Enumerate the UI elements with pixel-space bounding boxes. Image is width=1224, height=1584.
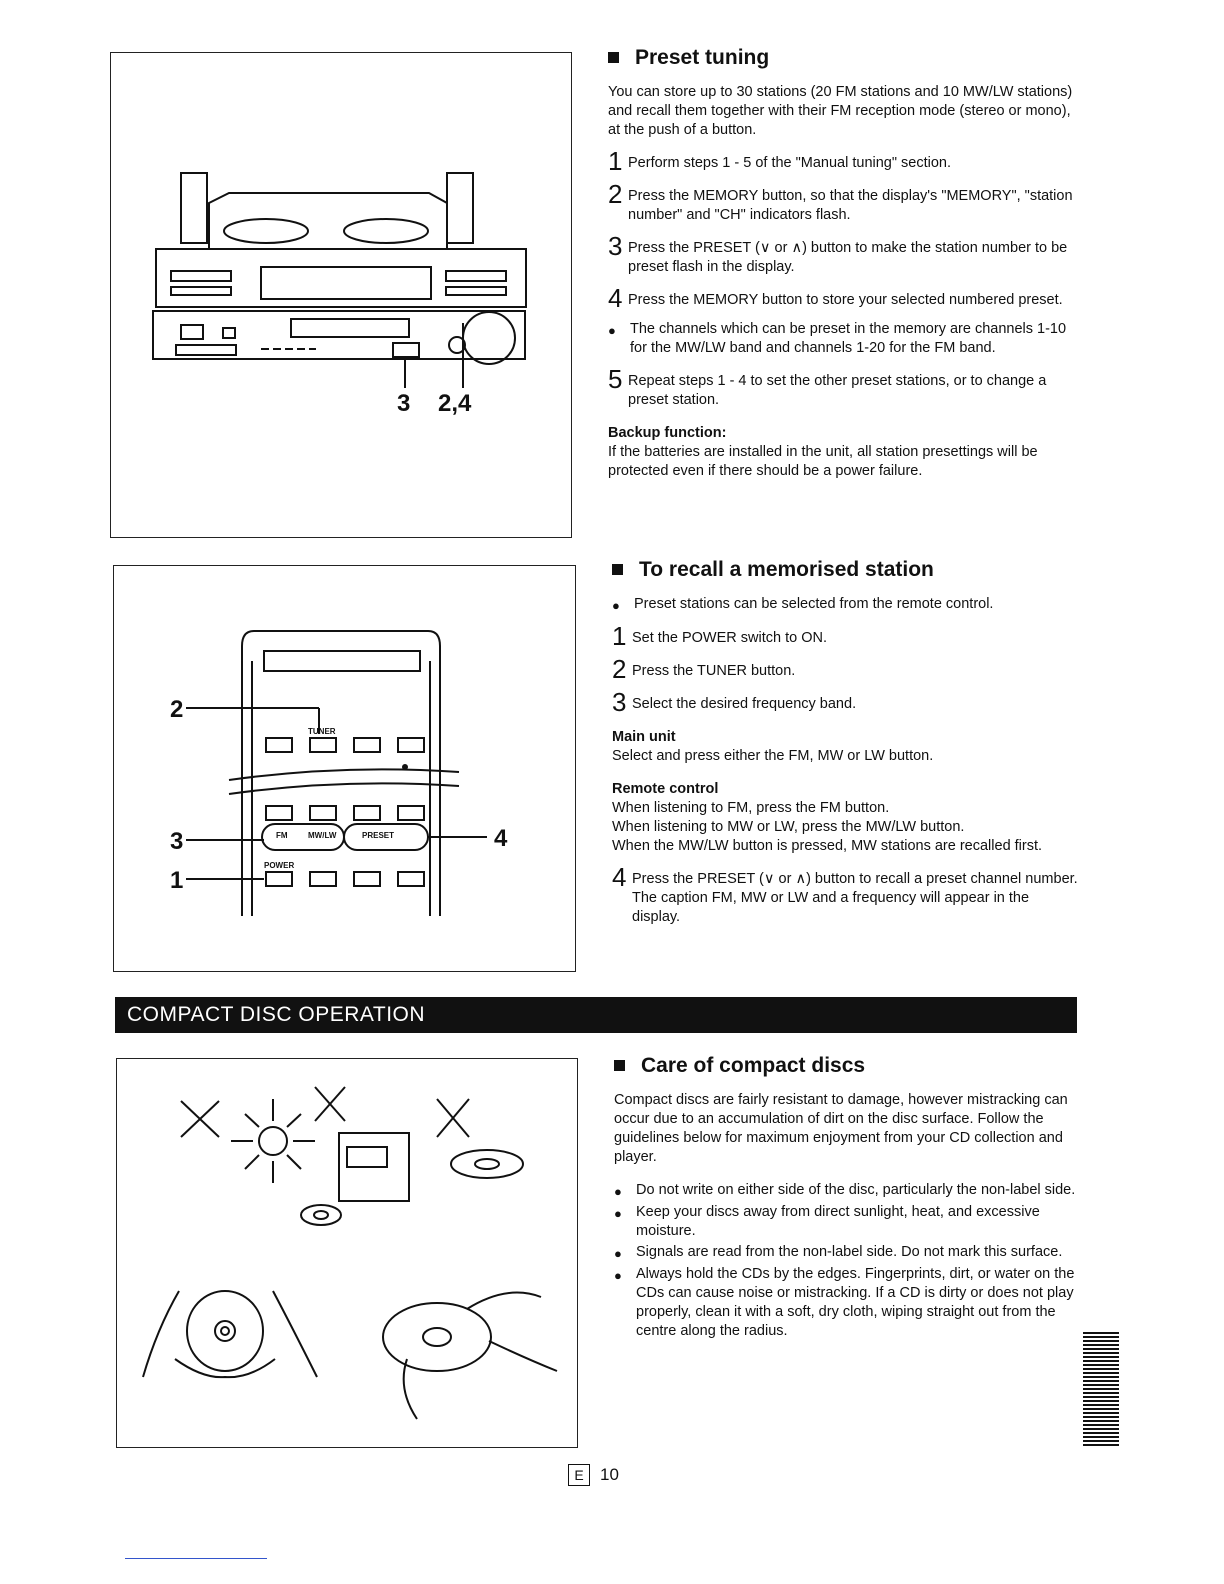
preset-tuning-section (608, 48, 1080, 481)
page-number: 10 (600, 1465, 619, 1484)
recall-section (612, 560, 1080, 927)
preset-step: 2 Press the MEMORY button, so that the display's "MEMORY", "station number" and "CH" indicators flash. (608, 179, 1073, 223)
callout-1: 1 (170, 867, 184, 894)
preset-note: ● The channels which can be preset in the memory are channels 1-10 for the MW/LW band and channels 1-20 for the FM band. (608, 321, 1067, 356)
label-preset: PRESET (362, 831, 395, 840)
label-power: POWER (264, 861, 295, 870)
recall-step: 3 Select the desired frequency band. (612, 687, 857, 717)
care-bullet: ● Keep your discs away from direct sunlight, heat, and excessive moisture. (614, 1204, 1040, 1239)
recall-heading: To recall a memorised station (612, 560, 1080, 579)
section-banner (115, 997, 1077, 1033)
preset-step: 1 Perform steps 1 - 5 of the "Manual tuning" section. (608, 146, 952, 176)
stereo-unit-illustration (111, 53, 572, 538)
preset-tuning-intro: You can store up to 30 stations (20 FM stations and 10 MW/LW stations) and recall them together with their FM reception mode (stereo or mono), at the push of a button. (608, 84, 1073, 138)
label-mwlw: MW/LW (308, 831, 337, 840)
disc-care-figure (116, 1058, 578, 1448)
page-footer (568, 1464, 619, 1486)
main-unit-title: Main unit (612, 729, 676, 745)
callout-3: 3 (397, 390, 411, 417)
remote-line: When listening to FM, press the FM button. (612, 800, 890, 816)
bullet-icon: ● (614, 1268, 622, 1283)
banner-title: COMPACT DISC OPERATION (127, 1003, 426, 1026)
callout-2: 2 (170, 696, 184, 723)
remote-control-illustration (114, 566, 576, 972)
heading-square-icon (614, 1060, 625, 1071)
remote-line: When listening to MW or LW, press the MW/LW button. (612, 819, 965, 835)
heading-square-icon (612, 564, 623, 575)
stereo-unit-figure (110, 52, 572, 538)
heading-square-icon (608, 52, 619, 63)
bullet-icon: ● (614, 1206, 622, 1221)
preset-step: 5 Repeat steps 1 - 4 to set the other preset stations, or to change a preset station. (608, 364, 1047, 408)
preset-tuning-heading: Preset tuning (608, 48, 1080, 67)
callout-3: 3 (170, 828, 184, 855)
care-section (614, 1056, 1080, 1341)
bullet-icon: ● (612, 598, 620, 613)
remote-title: Remote control (612, 781, 719, 797)
recall-step: 2 Press the TUNER button. (612, 654, 796, 684)
preset-step: 4 Press the MEMORY button to store your selected numbered preset. (608, 283, 1063, 313)
footer-rule (125, 1558, 267, 1559)
edge-index-bar (1083, 1332, 1119, 1448)
backup-text: If the batteries are installed in the unit, all station presettings will be protected even if there should be a power failure. (608, 444, 1038, 479)
care-bullet: ● Do not write on either side of the disc, particularly the non-label side. (614, 1182, 1076, 1199)
remote-line: When the MW/LW button is pressed, MW stations are recalled first. (612, 838, 1043, 854)
recall-note: ● Preset stations can be selected from the remote control. (612, 596, 994, 613)
bullet-icon: ● (608, 323, 616, 338)
main-unit-text: Select and press either the FM, MW or LW button. (612, 748, 934, 764)
disc-care-illustration (117, 1059, 578, 1448)
bullet-icon: ● (614, 1246, 622, 1261)
recall-step: 4 Press the PRESET (∨ or ∧) button to recall a preset channel number. The caption FM, MW or LW and a frequency will appear in the display. (612, 862, 1078, 925)
bullet-icon: ● (614, 1184, 622, 1199)
language-badge: E (568, 1464, 590, 1486)
callout-4: 4 (494, 825, 508, 852)
care-bullet: ● Signals are read from the non-label side. Do not mark this surface. (614, 1244, 1063, 1261)
preset-step: 3 Press the PRESET (∨ or ∧) button to make the station number to be preset flash in the display. (608, 231, 1068, 275)
care-intro: Compact discs are fairly resistant to damage, however mistracking can occur due to an accumulation of dirt on the disc surface. Follow the guidelines below for maximum enjoyment from your CD collection and player. (614, 1092, 1068, 1165)
label-fm: FM (276, 831, 288, 840)
label-tuner: TUNER (308, 727, 336, 736)
care-heading: Care of compact discs (614, 1056, 1080, 1075)
care-bullet: ● Always hold the CDs by the edges. Fingerprints, dirt, or water on the CDs can cause noise or mistracking. If a CD is dirty or does not play properly, clean it with a soft, dry cloth, wiping straight out from the centre along the radius. (614, 1266, 1075, 1339)
recall-step: 1 Set the POWER switch to ON. (612, 621, 827, 651)
callout-2-4: 2,4 (438, 390, 472, 417)
remote-control-figure (113, 565, 576, 972)
backup-title: Backup function: (608, 425, 727, 441)
